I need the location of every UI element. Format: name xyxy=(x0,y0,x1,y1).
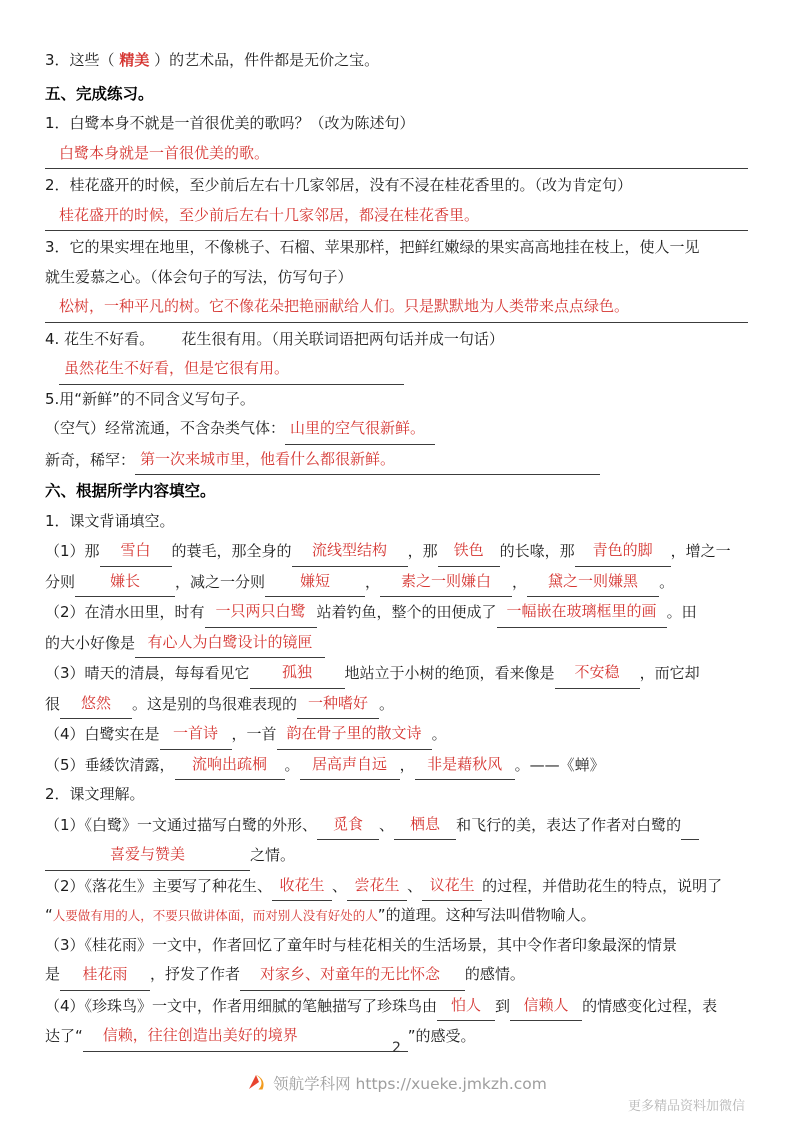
question-line xyxy=(45,931,748,961)
question-text: 2．课文理解。 xyxy=(45,785,145,803)
question-text: 和飞行的美，表达了作者对白鹭的 xyxy=(456,815,682,834)
question-text: （2）《落花生》主要写了种花生、 xyxy=(45,876,273,895)
answer-text: 嫌短 xyxy=(265,567,365,598)
question-text: 是 xyxy=(45,965,61,983)
question-line xyxy=(45,325,748,355)
page-number: 2 xyxy=(392,1040,401,1056)
question-text: ， xyxy=(512,572,528,591)
question-text: 的蓑毛，那全身的 xyxy=(171,542,292,560)
answer-text: 雪白 xyxy=(100,536,172,567)
answer-text: 桂花盛开的时候，至少前后左右十几家邻居，都浸在桂花香里。 xyxy=(59,205,480,224)
question-text: （4）《珍珠鸟》一文中，作者用细腻的笔触描写了珍珠鸟由 xyxy=(45,996,438,1015)
answer-text: 孤独 xyxy=(250,658,345,689)
question-text: 的长喙，那 xyxy=(499,542,575,560)
answer-text: 居高声自远 xyxy=(300,750,400,781)
answer-text: 青色的脚 xyxy=(575,536,671,567)
footer-note: 更多精品资料加微信 xyxy=(627,1099,745,1114)
fill-blank-line xyxy=(45,719,748,750)
question-text: 新奇，稀罕： xyxy=(45,450,136,469)
question-text: ，而它却 xyxy=(639,664,700,682)
question-text: ，增之一 xyxy=(670,542,731,560)
question-line xyxy=(45,780,748,810)
answer-text: 收花生 xyxy=(272,871,332,902)
fill-blank-line xyxy=(45,658,748,689)
question-line xyxy=(45,46,748,76)
answer-text: 山里的空气很新鲜。 xyxy=(285,414,430,445)
section-heading xyxy=(45,477,748,507)
question-text: 、 xyxy=(407,876,423,895)
answer-text: 精美 xyxy=(119,51,150,69)
blank-underline xyxy=(430,414,435,445)
fill-blank-line xyxy=(45,871,748,902)
question-text: （3）晴天的清晨，每每看见它 xyxy=(45,664,250,682)
answer-text: 嫌长 xyxy=(75,567,175,598)
question-text: “ xyxy=(45,906,53,924)
question-text: 分则 xyxy=(45,572,76,591)
answer-line xyxy=(45,354,748,385)
question-text: 六、根据所学内容填空。 xyxy=(45,482,216,500)
fill-blank-line xyxy=(45,840,748,871)
question-text: 五、完成练习。 xyxy=(45,84,154,103)
answer-line xyxy=(45,414,748,445)
fill-blank-line xyxy=(45,567,748,598)
answer-text: 黛之一则嫌黑 xyxy=(527,567,659,598)
question-text: 之情。 xyxy=(250,846,296,864)
answer-text: 一幅嵌在玻璃框里的画 xyxy=(497,597,667,628)
question-line xyxy=(45,109,748,139)
fill-blank-line xyxy=(45,597,748,628)
footer-site-link[interactable]: 领航学科网 https://xueke.jmkzh.com xyxy=(273,1075,547,1093)
question-text: （2）在清水田里，时有 xyxy=(45,603,205,621)
question-text: 。 xyxy=(431,725,447,743)
fill-blank-line xyxy=(45,960,748,991)
blank-underline xyxy=(681,810,699,841)
question-text: 的大小好像是 xyxy=(45,633,136,652)
blank-underline xyxy=(294,354,404,385)
question-text: （1）《白鹭》一文通过描写白鹭的外形、 xyxy=(45,815,318,834)
fill-blank-line xyxy=(45,750,748,781)
question-text: 的情感变化过程，表 xyxy=(582,996,718,1015)
answer-text: 第一次来城市里，他看什么都很新鲜。 xyxy=(135,445,400,476)
fill-blank-line xyxy=(45,536,748,567)
question-text: 2．桂花盛开的时候，至少前后左右十几家邻居，没有不浸在桂花香里的。（改为肯定句） xyxy=(45,176,633,194)
answer-text: 信赖，往往创造出美好的境界 xyxy=(83,1021,318,1052)
question-text: 4. 花生不好看。 花生很有用。（用关联词语把两句话并成一句话） xyxy=(45,329,504,348)
question-text: 。 xyxy=(379,694,395,713)
answer-text: 觅食 xyxy=(317,810,379,841)
section-heading xyxy=(45,80,748,110)
question-text: 的过程，并借助花生的特点，说明了 xyxy=(482,876,723,895)
question-text: ，那 xyxy=(407,542,438,560)
fill-blank-line xyxy=(45,689,748,720)
answer-text: 流线型结构 xyxy=(292,536,408,567)
fill-blank-line xyxy=(45,628,748,659)
question-text: 。田 xyxy=(666,603,697,621)
question-text: 的感情。 xyxy=(464,965,525,983)
question-text: 就生爱慕之心。（体会句子的写法，仿写句子） xyxy=(45,267,353,286)
answer-text: 对家乡、对童年的无比怀念 xyxy=(240,960,460,991)
answer-line xyxy=(45,139,748,170)
question-line xyxy=(45,263,748,293)
answer-text: 一只两只白鹭 xyxy=(205,597,317,628)
question-text: 地站立于小树的绝顶，看来像是 xyxy=(344,664,555,682)
answer-text: 尝花生 xyxy=(347,871,407,902)
question-text: ）的艺术品，件件都是无价之宝。 xyxy=(149,51,380,69)
answer-text: 桂花雨 xyxy=(60,960,150,991)
blank-underline xyxy=(400,445,600,476)
answer-text: 铁色 xyxy=(438,536,500,567)
question-text: 1．课文背诵填空。 xyxy=(45,511,175,530)
question-text: 很 xyxy=(45,694,61,713)
question-line xyxy=(45,507,748,537)
site-logo-icon xyxy=(246,1073,266,1093)
question-text: 1．白鹭本身不就是一首很优美的歌吗？（改为陈述句） xyxy=(45,114,415,132)
question-line xyxy=(45,171,748,201)
question-text: 站着钓鱼，整个的田便成了 xyxy=(316,603,497,621)
question-text: （3）《桂花雨》一文中，作者回忆了童年时与桂花相关的生活场景，其中令作者印象最深的情景 xyxy=(45,935,678,954)
question-text: 。 xyxy=(284,755,300,774)
answer-text: 素之一则嫌白 xyxy=(380,567,512,598)
question-text: （1）那 xyxy=(45,542,100,560)
answer-text: 议花生 xyxy=(422,871,482,902)
question-text: （4）白鹭实在是 xyxy=(45,725,160,743)
fill-blank-line xyxy=(45,810,748,841)
question-text: 。——《蝉》 xyxy=(514,755,605,774)
answer-text: 人要做有用的人，不要只做讲体面，而对别人没有好处的人 xyxy=(52,908,378,923)
document-lines xyxy=(45,46,748,1052)
question-text: ，抒发了作者 xyxy=(150,965,241,983)
question-text: 3．它的果实埋在地里，不像桃子、石榴、苹果那样，把鲜红嫩绿的果实高高地挂在枝上，使人一见 xyxy=(45,238,700,256)
answer-text: 怕人 xyxy=(437,991,495,1022)
answer-line xyxy=(45,292,748,323)
answer-text: 一首诗 xyxy=(160,719,232,750)
answer-text: 不安稳 xyxy=(555,658,640,689)
question-text: 。 xyxy=(659,572,675,591)
answer-text: 虽然花生不好看，但是它很有用。 xyxy=(59,354,294,385)
answer-text: 栖息 xyxy=(394,810,456,841)
question-line xyxy=(45,233,748,263)
question-text: ， xyxy=(365,572,381,591)
answer-line xyxy=(45,445,748,476)
question-text: 5.用“新鲜”的不同含义写句子。 xyxy=(45,389,255,408)
question-text: 到 xyxy=(495,996,511,1015)
question-text: ，减之一分则 xyxy=(175,572,266,591)
fill-blank-line xyxy=(45,991,748,1022)
question-text: 、 xyxy=(379,815,395,834)
answer-text: 喜爱与赞美 xyxy=(45,840,250,871)
answer-text: 悠然 xyxy=(60,689,132,720)
question-text: ”的感受。 xyxy=(407,1027,476,1045)
footer xyxy=(0,1072,793,1094)
question-text: （5）垂緌饮清露， xyxy=(45,755,175,774)
answer-text: 信赖人 xyxy=(510,991,582,1022)
question-text: 、 xyxy=(332,876,348,895)
answer-text: 有心人为白鹭设计的镜匣 xyxy=(135,628,325,659)
question-text: ， xyxy=(399,755,415,774)
answer-text: 白鹭本身就是一首很优美的歌。 xyxy=(59,143,270,162)
question-line xyxy=(45,385,748,415)
answer-line xyxy=(45,901,748,931)
answer-text: 非是藉秋风 xyxy=(415,750,515,781)
answer-text: 流响出疏桐 xyxy=(175,750,285,781)
answer-text: 松树，一种平凡的树。它不像花朵把艳丽献给人们。只是默默地为人类带来点点绿色。 xyxy=(59,297,630,315)
answer-text: 韵在骨子里的散文诗 xyxy=(277,719,432,750)
question-text: 达了“ xyxy=(45,1027,83,1045)
question-text: 。这是别的鸟很难表现的 xyxy=(132,694,298,713)
question-text: ”的道理。这种写法叫借物喻人。 xyxy=(377,906,596,924)
question-text: 3．这些（ xyxy=(45,51,120,69)
answer-text: 一种嗜好 xyxy=(297,689,379,720)
question-text: （空气）经常流通，不含杂类气体： xyxy=(45,419,286,437)
answer-line xyxy=(45,201,748,232)
question-text: ，一首 xyxy=(231,725,277,743)
